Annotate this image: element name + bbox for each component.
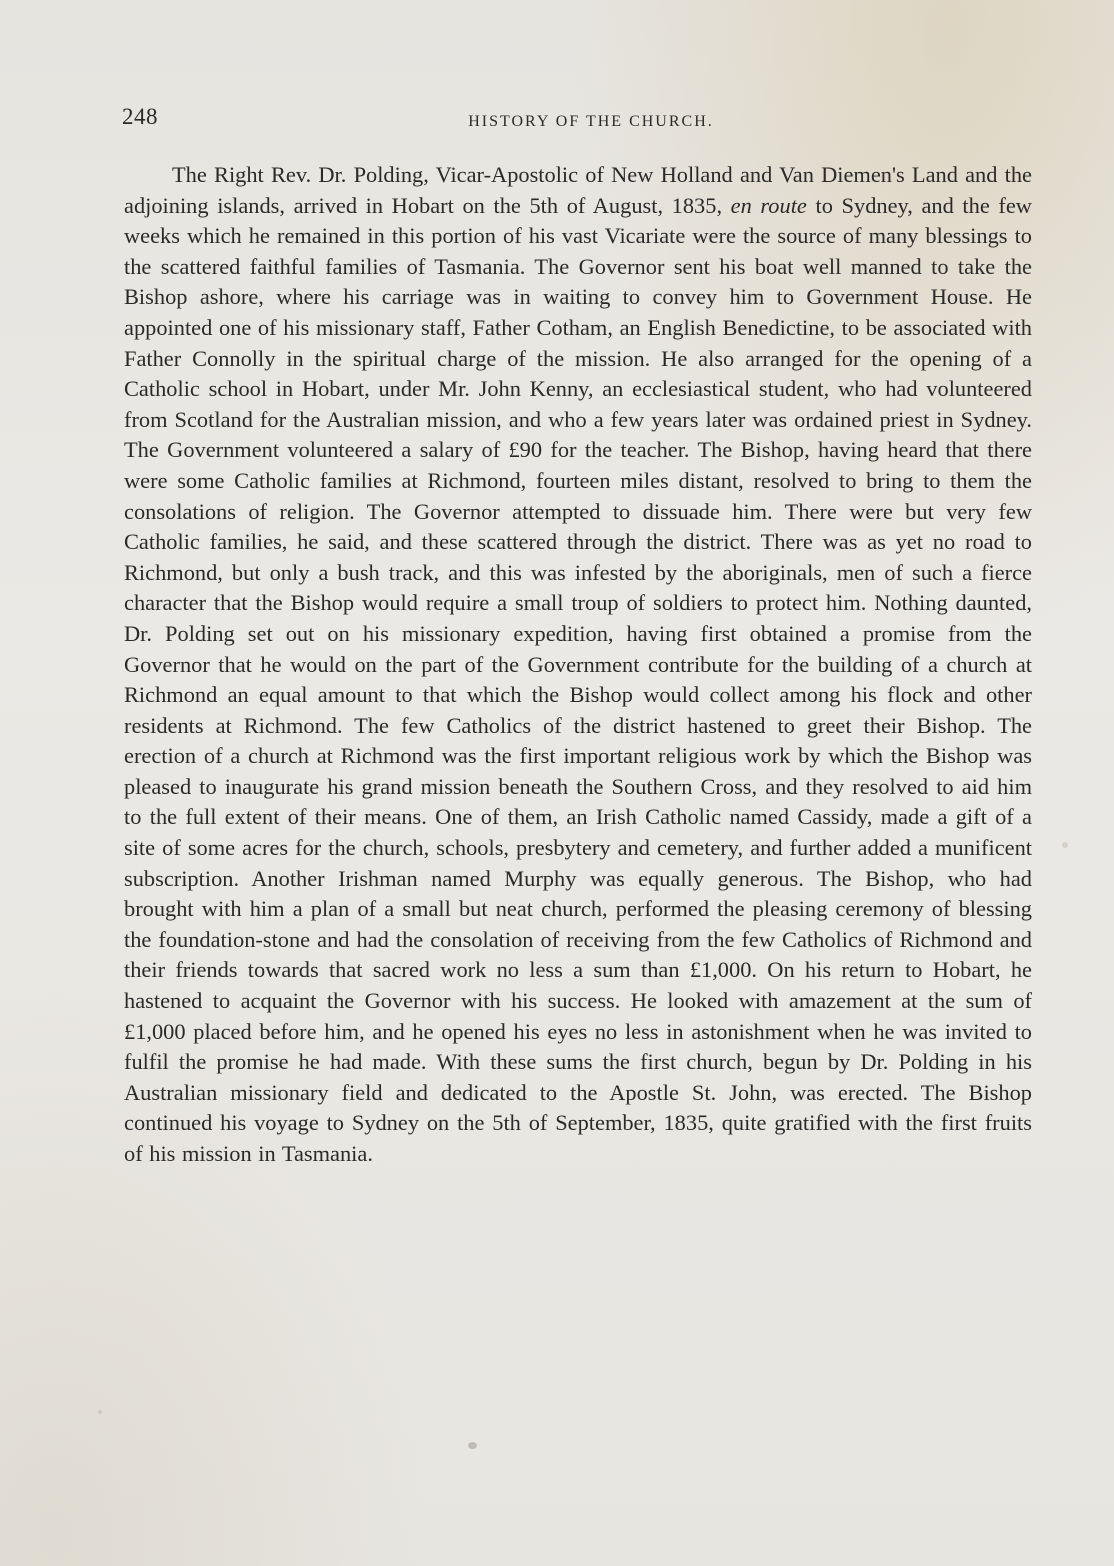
page-number: 248 bbox=[122, 104, 158, 129]
paragraph-text-part-2: to Sydney, and the few weeks which he remained in this portion of his vast Vicariate were the source of many blessings to the scattered faithful families of Tasmania. The Governor sent his boat well manned to take the Bishop ashore, where his carriage was in waiting to convey him to Government House. He appointed one of his missionary staff, Father Cotham, an English Benedictine, to be associated with Father Connolly in the spiritual charge of the mission. He also arranged for the opening of a Catholic school in Hobart, under Mr. John Kenny, an ecclesiastical student, who had volunteered from Scotland for the Australian mission, and who a few years later was ordained priest in Sydney. The Government volunteered a salary of £90 for the teacher. The Bishop, having heard that there were some Catholic families at Richmond, fourteen miles distant, resolved to bring to them the consolations of religion. The Governor attempted to dissuade him. There were but very few Catholic families, he said, and these scattered through the district. There was as yet no road to Richmond, but only a bush track, and this was infested by the aboriginals, men of such a fierce character that the Bishop would require a small troup of soldiers to protect him. Nothing daunted, Dr. Polding set out on his missionary expedition, having first obtained a promise from the Governor that he would on the part of the Government contribute for the building of a church at Richmond an equal amount to that which the Bishop would collect among his flock and other residents at Richmond. The few Catholics of the district hastened to greet their Bishop. The erection of a church at Richmond was the first important religious work by which the Bishop was pleased to inaugurate his grand mission beneath the Southern Cross, and they resolved to aid him to the full extent of their means. One of them, an Irish Catholic named Cassidy, made a gift of a site of some acres for the church, schools, presbytery and cemetery, and further added a munificent subscription. Another Irishman named Murphy was equally generous. The Bishop, who had brought with him a plan of a small but neat church, performed the pleasing ceremony of blessing the foundation-stone and had the consolation of receiving from the few Catholics of Richmond and their friends towards that sacred work no less a sum than £1,000. On his return to Hobart, he hastened to acquaint the Governor with his success. He looked with amazement at the sum of £1,000 placed before him, and he opened his eyes no less in astonishment when he was invited to fulfil the promise he had made. With these sums the first church, begun by Dr. Polding in his Australian missionary field and dedicated to the Apostle St. John, was erected. The Bishop continued his voyage to Sydney on the 5th of September, 1835, quite gratified with the first fruits of his mission in Tasmania. bbox=[124, 192, 1032, 1166]
body-paragraph bbox=[124, 160, 1032, 1170]
paper-speck bbox=[468, 1442, 477, 1449]
paper-speck bbox=[98, 1410, 102, 1414]
page-header bbox=[122, 104, 1034, 140]
running-head: HISTORY OF THE CHURCH. bbox=[468, 113, 714, 130]
paragraph-text-part-1: The Right Rev. Dr. Polding, Vicar-Apostolic of New Holland and Van Diemen's Land and the adjoining islands, arrived in Hobart on the 5th of August, 1835, bbox=[124, 162, 1032, 218]
italic-phrase: en route bbox=[730, 192, 807, 218]
paper-speck bbox=[1062, 842, 1068, 848]
